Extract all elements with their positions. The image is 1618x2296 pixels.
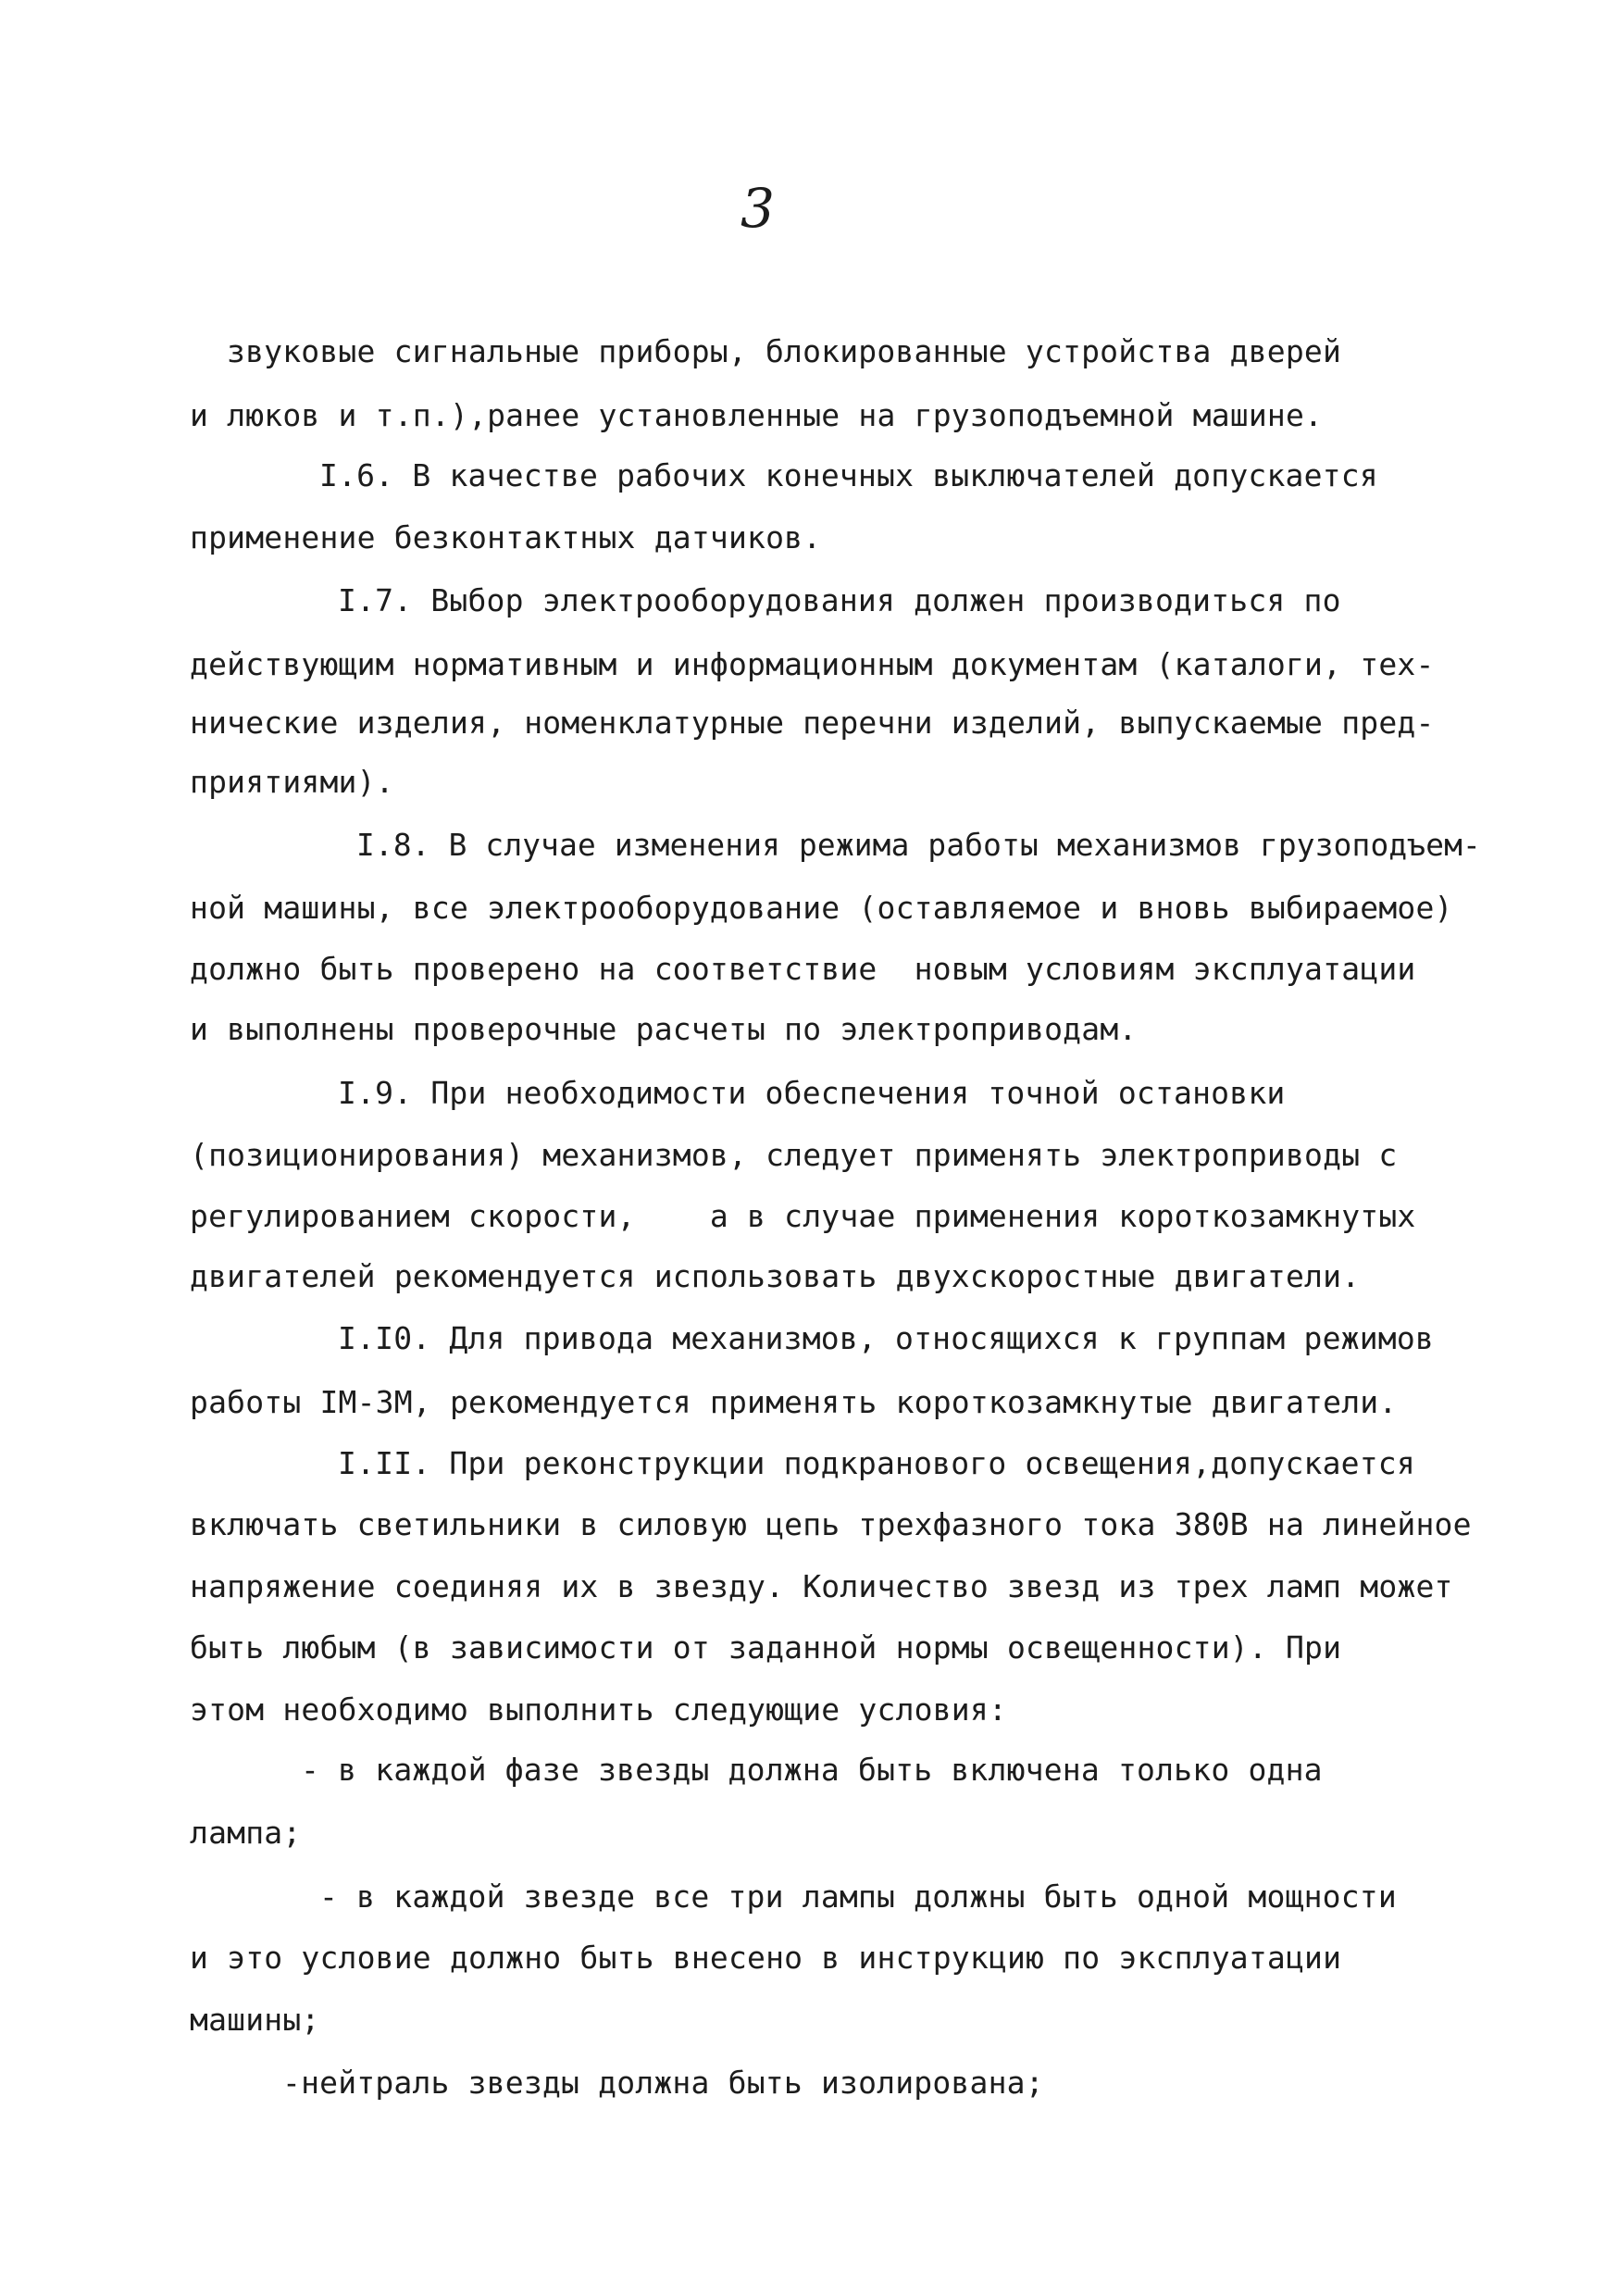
text-line: двигателей рекомендуется использовать двухскоростные двигатели.	[190, 1258, 1361, 1294]
text-line: должно быть проверено на соответствие новым условиям эксплуатации	[190, 951, 1416, 987]
text-line: и выполнены проверочные расчеты по электроприводам.	[190, 1011, 1138, 1047]
text-line: -нейтраль звезды должна быть изолирована;	[282, 2065, 1044, 2101]
text-line: I.6. В качестве рабочих конечных выключателей допускается	[319, 457, 1378, 493]
text-line: I.7. Выбор электрооборудования должен производиться по	[338, 582, 1341, 618]
text-line: лампа;	[190, 1815, 302, 1851]
text-line: звуковые сигнальные приборы, блокированные устройства дверей	[227, 333, 1342, 369]
text-line: I.II. При реконструкции подкранового освещения,допускается	[338, 1445, 1415, 1481]
text-line: применение безконтактных датчиков.	[190, 519, 822, 555]
text-line: I.8. В случае изменения режима работы механизмов грузоподъем-	[356, 828, 1481, 863]
text-line: регулированием скорости, а в случае применения короткозамкнутых	[190, 1198, 1416, 1234]
text-line: I.9. При необходимости обеспечения точной остановки	[338, 1075, 1286, 1111]
text-line: ной машины, все электрооборудование (оставляемое и вновь выбираемое)	[190, 890, 1453, 926]
text-line: - в каждой звезде все три лампы должны быть одной мощности	[319, 1878, 1397, 1915]
text-line: и люков и т.п.),ранее установленные на грузоподъемной машине.	[190, 397, 1324, 433]
text-line: быть любым (в зависимости от заданной нормы освещенности). При	[190, 1629, 1342, 1666]
text-line: машины;	[190, 2002, 320, 2038]
page-number: 3	[741, 177, 775, 240]
text-line: приятиями).	[190, 764, 394, 800]
text-line: напряжение соединяя их в звезду. Количество звезд из трех ламп может	[190, 1568, 1453, 1604]
text-line: этом необходимо выполнить следующие условия:	[190, 1691, 1007, 1728]
text-line: I.I0. Для привода механизмов, относящихся к группам режимов	[338, 1320, 1434, 1356]
text-line: - в каждой фазе звезды должна быть включена только одна	[301, 1752, 1323, 1788]
text-line: (позиционирования) механизмов, следует применять электроприводы с	[190, 1137, 1398, 1173]
text-line: нические изделия, номенклатурные перечни изделий, выпускаемые пред-	[190, 705, 1435, 741]
text-line: и это условие должно быть внесено в инструкцию по эксплуатации	[190, 1940, 1342, 1976]
text-line: включать светильники в силовую цепь трехфазного тока 380В на линейное	[190, 1506, 1472, 1542]
text-line: работы IМ-3М, рекомендуется применять короткозамкнутые двигатели.	[190, 1384, 1398, 1420]
text-line: действующим нормативным и информационным документам (каталоги, тех-	[190, 646, 1435, 682]
